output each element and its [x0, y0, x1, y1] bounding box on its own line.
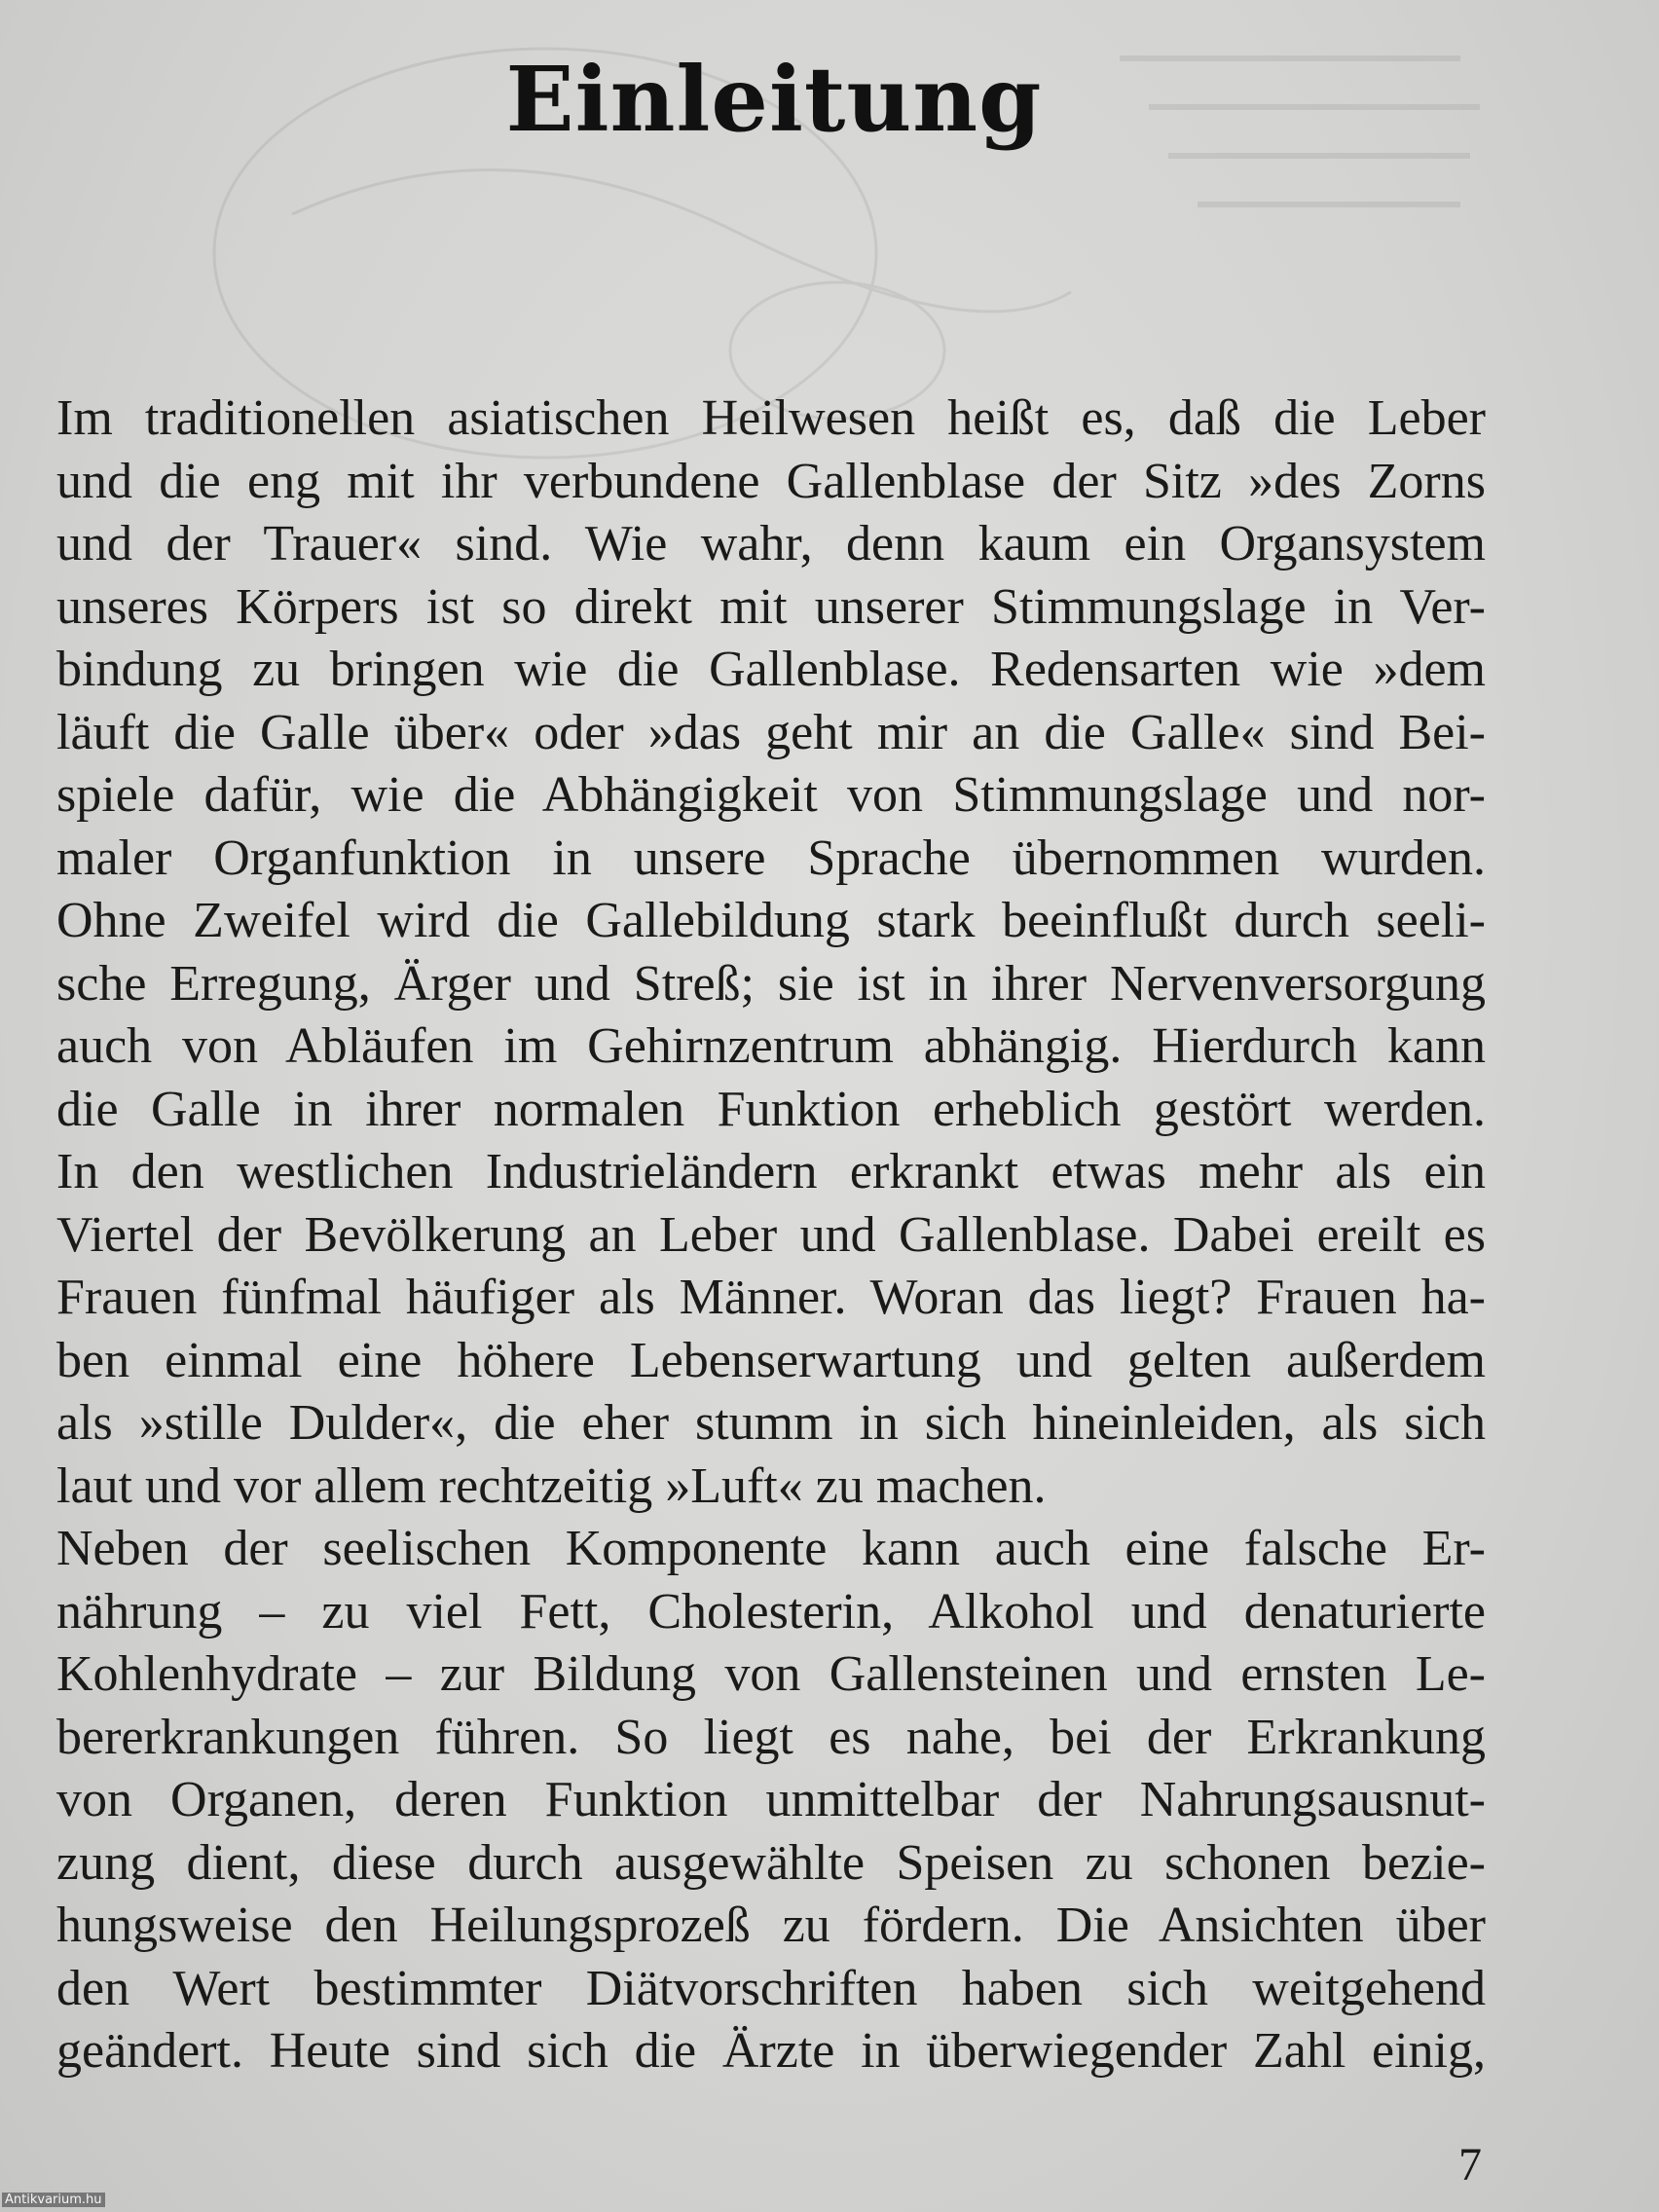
text-line: den Wert bestimmter Diätvorschriften haben sich weitgehend	[56, 1960, 1486, 2016]
text-line: laut und vor allem rechtzeitig »Luft« zu machen.	[56, 1457, 1047, 1514]
text-line: Ohne Zweifel wird die Gallebildung stark beeinflußt durch seeli-	[56, 893, 1486, 948]
text-line: Frauen fünfmal häufiger als Männer. Woran das liegt? Frauen ha-	[56, 1270, 1486, 1325]
text-line: als »stille Dulder«, die eher stumm in sich hineinleiden, als sich	[56, 1395, 1486, 1451]
text-line: bererkrankungen führen. So liegt es nahe, bei der Erkrankung	[56, 1709, 1486, 1765]
text-line: zung dient, diese durch ausgewählte Speisen zu schonen bezie-	[56, 1834, 1486, 1891]
text-line: läuft die Galle über« oder »das geht mir an die Galle« sind Bei-	[56, 704, 1486, 760]
text-line: Im traditionellen asiatischen Heilwesen heißt es, daß die Leber	[56, 390, 1486, 446]
text-line: In den westlichen Industrieländern erkrankt etwas mehr als ein	[56, 1144, 1486, 1199]
text-line: bindung zu bringen wie die Gallenblase. Redensarten wie »dem	[56, 642, 1486, 697]
text-line: nährung – zu viel Fett, Cholesterin, Alkohol und denaturierte	[56, 1583, 1486, 1640]
text-line: Kohlenhydrate – zur Bildung von Gallensteinen und ernsten Le-	[56, 1646, 1486, 1702]
text-line: und der Trauer« sind. Wie wahr, denn kaum ein Organsystem	[56, 516, 1486, 571]
text-line: auch von Abläufen im Gehirnzentrum abhängig. Hierdurch kann	[56, 1018, 1486, 1074]
watermark: Antikvarium.hu	[2, 2193, 105, 2207]
paragraph-1	[56, 387, 1486, 1518]
chapter-title: Einleitung	[505, 47, 1043, 152]
text-line: spiele dafür, wie die Abhängigkeit von Stimmungslage und nor-	[56, 767, 1486, 823]
text-line: die Galle in ihrer normalen Funktion erheblich gestört werden.	[56, 1081, 1486, 1137]
text-line: sche Erregung, Ärger und Streß; sie ist in ihrer Nervenversorgung	[56, 955, 1486, 1012]
text-line: maler Organfunktion in unsere Sprache übernommen wurden.	[56, 830, 1486, 886]
text-line: Neben der seelischen Komponente kann auch eine falsche Er-	[56, 1521, 1486, 1576]
text-line: von Organen, deren Funktion unmittelbar der Nahrungsausnut-	[56, 1772, 1486, 1827]
text-line: geändert. Heute sind sich die Ärzte in überwiegender Zahl einig,	[56, 2023, 1486, 2079]
text-line: Viertel der Bevölkerung an Leber und Gallenblase. Dabei ereilt es	[56, 1206, 1486, 1263]
text-line: unseres Körpers ist so direkt mit unserer Stimmungslage in Ver-	[56, 578, 1486, 635]
text-line: und die eng mit ihr verbundene Gallenblase der Sitz »des Zorns	[56, 453, 1486, 509]
paragraph-2	[56, 1518, 1486, 2083]
text-line: ben einmal eine höhere Lebenserwartung und gelten außerdem	[56, 1332, 1486, 1388]
body-text	[56, 387, 1486, 2083]
page-number: 7	[1458, 2139, 1482, 2191]
text-line: hungsweise den Heilungsprozeß zu fördern. Die Ansichten über	[56, 1898, 1486, 1953]
